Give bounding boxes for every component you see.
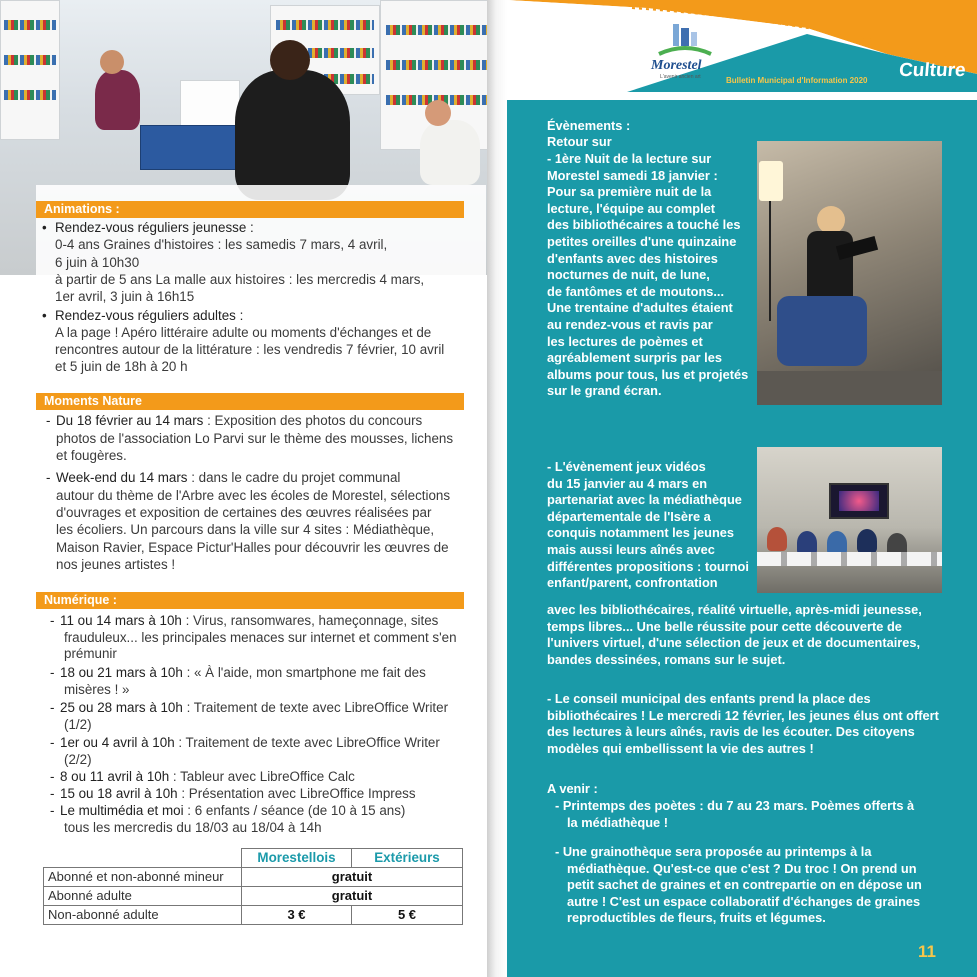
text-line: la médiathèque !: [567, 814, 668, 830]
child-reading: [95, 70, 140, 130]
white-chairs: [757, 552, 942, 566]
animations-heading: Animations :: [36, 201, 464, 218]
text-fragment: : Traitement de texte avec LibreOffice Writer: [174, 735, 440, 750]
date-highlight: Le multimédia et moi: [60, 803, 184, 818]
tv-image: [839, 491, 879, 511]
printemps-paragraph: [555, 798, 943, 831]
row-value: 3 €: [242, 906, 352, 925]
text-line: autre ! C'est un espace collaboratif d'échanges de graines: [567, 893, 921, 909]
text-line: - Une grainothèque sera proposée au printemps à la: [555, 844, 872, 859]
row-value: gratuit: [242, 887, 463, 906]
text-line: agréablement surpris par les: [547, 350, 722, 366]
books: [386, 25, 487, 35]
col-exterieurs: Extérieurs: [352, 849, 463, 868]
logo-swoosh: [659, 48, 711, 54]
text-line: médiathèque. Qu'est-ce que c'est ? Du troc ! On prend un: [567, 860, 917, 876]
right-page: [507, 0, 977, 977]
row-label: Non-abonné adulte: [44, 906, 242, 925]
text-line: des lectures à leurs aînés, ravis de les écouter. Des citoyens: [547, 724, 915, 740]
text-line: nocturnes de nuit, de lune,: [547, 267, 710, 283]
text-line: différentes propositions : tournoi: [547, 558, 749, 574]
player: [857, 529, 877, 553]
text-line: 6 juin à 10h30: [55, 255, 140, 270]
row-label: Abonné adulte: [44, 887, 242, 906]
text-line: Maison Ravier, Espace Pictur'Halles pour découvrir les œuvres de: [56, 540, 449, 555]
text-line: [60, 664, 426, 681]
table-row: [44, 906, 463, 925]
jeux-continued: [547, 602, 943, 668]
date-highlight: 1er ou 4 avril à 10h: [60, 735, 175, 750]
dash: -: [50, 803, 55, 818]
jeux-paragraph: [547, 459, 749, 592]
text-line: d'ouvrages et exposition de certaines des œuvres réalisées par: [56, 505, 432, 520]
dash: -: [50, 700, 55, 715]
books: [276, 20, 374, 30]
table-header-row: [44, 849, 463, 868]
logo-tagline: L'avenir ancien art: [660, 74, 701, 80]
text-fragment: : Exposition des photos du concours: [203, 413, 423, 428]
date-highlight: 18 ou 21 mars à 10h: [60, 665, 183, 680]
logo-tower: [673, 24, 679, 46]
text-fragment: : Virus, ransomwares, hameçonnage, sites: [181, 613, 439, 628]
text-line: tous les mercredis du 18/03 au 18/04 à 14h: [64, 820, 322, 835]
text-line: reproductibles de fleurs, fruits et légumes.: [567, 910, 826, 926]
section-title: Culture: [898, 60, 967, 81]
retour-label: Retour sur: [547, 134, 612, 149]
text-line: du 15 janvier au 4 mars en: [547, 475, 708, 491]
text-line: l'univers virtuel, d'une sélection de jeux et de documentaires,: [547, 635, 921, 651]
date-highlight: Week-end du 14 mars: [56, 470, 188, 485]
text-line: petites oreilles d'une quinzaine: [547, 233, 737, 249]
date-highlight: Du 18 février au 14 mars: [56, 413, 204, 428]
left-page: [0, 0, 487, 977]
text-line: Morestel samedi 18 janvier :: [547, 167, 718, 183]
adultes-heading: Rendez-vous réguliers adultes :: [55, 308, 244, 323]
text-line: les lectures de poèmes et: [547, 333, 703, 349]
text-line: rencontres autour de la littérature : les vendredis 7 février, 10 avril: [55, 342, 445, 357]
text-line: départementale de l'Isère a: [547, 508, 711, 524]
text-fragment: : dans le cadre du projet communal: [187, 470, 401, 485]
row-value: 5 €: [352, 906, 463, 925]
book-bin: [140, 125, 250, 170]
text-line: 1er avril, 3 juin à 16h15: [55, 289, 195, 304]
text-fragment: : Présentation avec LibreOffice Impress: [177, 786, 416, 801]
text-line: à partir de 5 ans La malle aux histoires : les mercredis 4 mars,: [55, 272, 425, 287]
text-line: lecture, l'équipe au complet: [547, 200, 716, 216]
avenir-heading: A venir :: [547, 781, 598, 796]
price-table: [43, 848, 463, 925]
text-line: - Le conseil municipal des enfants prend la place des: [547, 691, 871, 706]
bullet-dot: •: [42, 308, 47, 323]
table-row: [44, 868, 463, 887]
text-line: 0-4 ans Graines d'histoires : les samedis 7 mars, 4 avril,: [55, 237, 388, 252]
page-gutter: [487, 0, 507, 977]
text-line: [60, 785, 416, 802]
text-line: prémunir: [64, 646, 117, 661]
lamp-shade: [759, 161, 783, 201]
row-value: gratuit: [242, 868, 463, 887]
toddler: [420, 120, 480, 185]
bulletin-title: Bulletin Municipal d'Information 2020: [726, 76, 868, 85]
logo-wordmark: Morestel: [651, 58, 702, 73]
text-line: et fougères.: [56, 448, 127, 463]
text-line: A la page ! Apéro littéraire adulte ou moments d'échanges et de: [55, 325, 432, 340]
text-line: mais aussi leurs aînés avec: [547, 541, 715, 557]
text-line: [56, 412, 422, 429]
text-fragment: : Traitement de texte avec LibreOffice Writer: [182, 700, 449, 715]
text-line: les écoliers. Un parcours dans la ville sur 4 sites : Médiathèque,: [56, 522, 435, 537]
text-line: - 1ère Nuit de la lecture sur: [547, 151, 712, 166]
books: [4, 20, 56, 30]
logo-tower: [681, 28, 689, 46]
numerique-heading: Numérique :: [36, 592, 464, 609]
header-shape: [507, 0, 977, 100]
text-line: autour du thème de l'Arbre avec les écoles de Morestel, sélections: [56, 488, 451, 503]
books: [4, 55, 56, 65]
toddler-head: [425, 100, 451, 126]
text-line: - Printemps des poètes : du 7 au 23 mars. Poèmes offerts à: [555, 798, 915, 813]
nature-heading: Moments Nature: [36, 393, 464, 410]
text-line: [60, 734, 440, 751]
nuit-paragraph: [547, 151, 749, 400]
text-line: [56, 469, 400, 486]
text-line: [60, 612, 438, 629]
text-line: sur le grand écran.: [547, 383, 662, 399]
text-line: (1/2): [64, 717, 92, 732]
row-label: Abonné et non-abonné mineur: [44, 868, 242, 887]
text-line: d'enfants avec des histoires: [547, 250, 718, 266]
text-line: photos de l'association Lo Parvi sur le thème des mousses, lichens: [56, 431, 454, 446]
dash: -: [50, 613, 55, 628]
text-line: de fantômes et de moutons...: [547, 283, 725, 299]
dash: -: [50, 735, 55, 750]
text-line: bandes dessinées, romans sur le sujet.: [547, 651, 786, 667]
text-line: nos jeunes artistes !: [56, 557, 176, 572]
books: [4, 90, 56, 100]
floor: [757, 371, 942, 405]
text-fragment: : 6 enfants / séance (de 10 à 15 ans): [183, 803, 406, 818]
text-line: petit sachet de graines et en contrepartie on en dépose un: [567, 877, 922, 893]
books: [386, 60, 487, 70]
date-highlight: 11 ou 14 mars à 10h: [60, 613, 182, 628]
adult-reading: [235, 70, 350, 200]
text-fragment: : « À l'aide, mon smartphone me fait des: [182, 665, 426, 680]
bullet-dot: •: [42, 220, 47, 235]
text-line: modèles qui embellissent la vie des autres !: [547, 740, 814, 756]
grainotheque-paragraph: [555, 844, 943, 927]
jeunesse-heading: Rendez-vous réguliers jeunesse :: [55, 220, 254, 235]
logo-tower: [691, 32, 697, 46]
text-line: conquis notamment les jeunes: [547, 525, 735, 541]
blue-armchair: [777, 296, 867, 366]
video-games-photo: [757, 447, 942, 593]
child-head: [100, 50, 124, 74]
text-line: Une trentaine d'adultes étaient: [547, 300, 733, 316]
table-row: [44, 887, 463, 906]
text-fragment: : Tableur avec LibreOffice Calc: [169, 769, 355, 784]
text-line: Pour sa première nuit de la: [547, 184, 712, 200]
text-line: [60, 768, 355, 785]
text-line: temps libres... Une belle réussite pour cette découverte de: [547, 618, 902, 634]
text-line: enfant/parent, confrontation: [547, 575, 718, 591]
text-line: bibliothécaires ! Le mercredi 12 février, les jeunes élus ont offert: [547, 707, 939, 723]
text-line: albums pour tous, lus et projetés: [547, 366, 749, 382]
reading-night-photo: [757, 141, 942, 405]
date-highlight: 8 ou 11 avril à 10h: [60, 769, 170, 784]
text-line: avec les bibliothécaires, réalité virtuelle, après-midi jeunesse,: [547, 602, 922, 617]
text-line: au rendez-vous et ravis par: [547, 316, 713, 332]
dash: -: [50, 786, 55, 801]
text-line: partenariat avec la médiathèque: [547, 492, 742, 508]
dash: -: [46, 413, 51, 428]
text-line: misères ! »: [64, 682, 130, 697]
dash: -: [50, 769, 55, 784]
adult-head: [270, 40, 310, 80]
col-morestellois: Morestellois: [242, 849, 352, 868]
conseil-paragraph: [547, 691, 943, 757]
text-line: des bibliothécaires a touché les: [547, 217, 741, 233]
dash: -: [50, 665, 55, 680]
table-corner: [44, 849, 242, 868]
text-line: - L'évènement jeux vidéos: [547, 459, 706, 474]
date-highlight: 25 ou 28 mars à 10h: [60, 700, 183, 715]
text-line: et 5 juin de 18h à 20 h: [55, 359, 188, 374]
date-highlight: 15 ou 18 avril à 10h: [60, 786, 178, 801]
text-line: frauduleux... les principales menaces sur internet et comment s'en: [64, 630, 457, 645]
text-line: [60, 699, 448, 716]
dash: -: [46, 470, 51, 485]
player: [767, 527, 787, 551]
text-line: (2/2): [64, 752, 92, 767]
events-heading: Évènements :: [547, 118, 631, 133]
reader-head: [817, 206, 845, 234]
text-line: [60, 802, 405, 819]
page-number: 11: [918, 942, 936, 961]
